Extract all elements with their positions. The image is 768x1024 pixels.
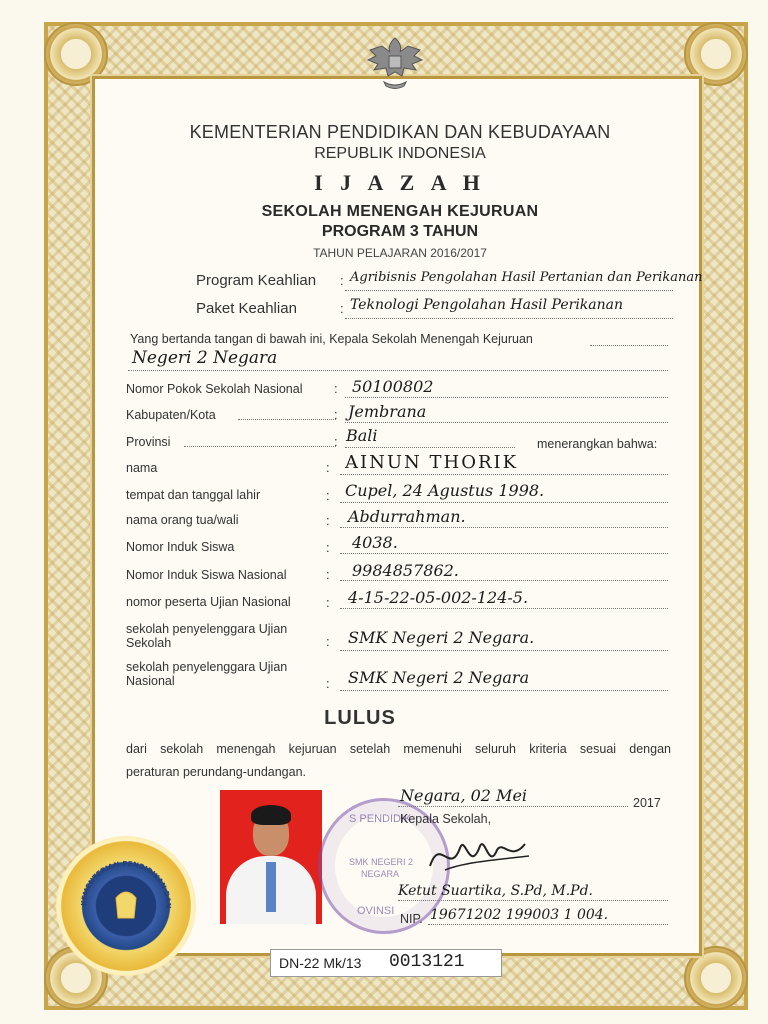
school-name-value: Negeri 2 Negara: [132, 348, 278, 368]
colon: :: [326, 488, 330, 503]
nisn-label: Nomor Induk Siswa Nasional: [126, 568, 287, 582]
colon: :: [326, 513, 330, 528]
colon: :: [326, 634, 330, 649]
ujian-sekolah-value: SMK Negeri 2 Negara.: [348, 628, 535, 647]
colon: :: [334, 407, 338, 422]
dotted-line: [345, 422, 668, 423]
svg-text:KEMENTERIAN PENDIDIKAN DAN KEB: [56, 836, 172, 909]
signature-scribble: [425, 826, 535, 881]
dotted-line: [428, 924, 668, 925]
stamp-text-mid-1: SMK NEGERI 2: [349, 857, 414, 867]
emblem-text: KEMENTERIAN PENDIDIKAN DAN: [79, 859, 173, 909]
stamp-text-top: S PENDIDIK: [349, 813, 412, 825]
graduation-status: LULUS: [324, 707, 396, 729]
result-text-line-1: dari sekolah menengah kejuruan setelah memenuhi seluruh kriteria sesuai dengan: [126, 742, 671, 756]
nama-label: nama: [126, 461, 158, 475]
photo-hair: [251, 805, 291, 825]
intro-text: Yang bertanda tangan di bawah ini, Kepala Sekolah Menengah Kejuruan: [130, 332, 533, 346]
dotted-line: [340, 474, 668, 475]
ujian-sekolah-label: [126, 622, 287, 650]
ujian-nasional-value: SMK Negeri 2 Negara: [348, 668, 530, 687]
nis-value: 4038.: [352, 533, 398, 552]
provinsi-label: Provinsi: [126, 435, 171, 449]
ortu-label: nama orang tua/wali: [126, 513, 239, 527]
dotted-line: [398, 900, 668, 901]
provinsi-value: Bali: [346, 426, 378, 445]
ortu-value: Abdurrahman.: [348, 507, 466, 526]
ministry-emblem-icon: [56, 836, 196, 976]
kabupaten-label: Kabupaten/Kota: [126, 408, 216, 422]
photo-tie: [266, 862, 276, 912]
colon: :: [334, 381, 338, 396]
dotted-line: [340, 650, 668, 651]
dotted-line: [340, 580, 668, 581]
npsn-label: Nomor Pokok Sekolah Nasional: [126, 382, 303, 396]
peserta-label: nomor peserta Ujian Nasional: [126, 595, 291, 609]
school-type-heading: SEKOLAH MENENGAH KEJURUAN: [261, 203, 539, 220]
dotted-line: [345, 290, 673, 291]
ttl-label: tempat dan tanggal lahir: [126, 488, 261, 502]
dotted-line: [340, 553, 668, 554]
colon: :: [326, 567, 330, 582]
signatory-name: Ketut Suartika, S.Pd, M.Pd.: [398, 883, 594, 899]
dotted-line: [184, 446, 336, 447]
colon: :: [326, 460, 330, 475]
npsn-value: 50100802: [352, 377, 434, 396]
program-keahlian-value: Agribisnis Pengolahan Hasil Pertanian dan Perikanan: [350, 270, 703, 285]
dotted-line: [340, 690, 668, 691]
ujian-nasional-label: [126, 660, 287, 688]
signature-title: Kepala Sekolah,: [400, 812, 492, 826]
nama-value: AINUN THORIK: [345, 452, 519, 473]
dotted-line: [340, 502, 668, 503]
serial-number: 0013121: [389, 952, 465, 972]
nip-label: NIP.: [400, 912, 423, 926]
stamp-text-bottom: OVINSI: [357, 905, 395, 917]
serial-number-box: [270, 949, 502, 977]
peserta-value: 4-15-22-05-002-124-5.: [348, 588, 529, 607]
dotted-line: [345, 318, 673, 319]
place-date-value: Negara, 02 Mei: [400, 786, 528, 805]
ujian-sekolah-label-line-2: Sekolah: [126, 636, 172, 650]
stamp-text-mid-2: NEGARA: [361, 869, 400, 879]
dotted-line: [340, 608, 668, 609]
ujian-nasional-label-line-2: Nasional: [126, 674, 175, 688]
nip-value: 19671202 199003 1 004.: [430, 907, 609, 923]
ujian-nasional-label-line-1: sekolah penyelenggara Ujian: [126, 660, 288, 674]
program-keahlian-label: Program Keahlian: [196, 272, 317, 289]
result-text-line-2: peraturan perundang-undangan.: [126, 765, 307, 779]
academic-year: TAHUN PELAJARAN 2016/2017: [313, 246, 487, 260]
document-title: I J A Z A H: [314, 170, 486, 195]
menerangkan-text: menerangkan bahwa:: [537, 437, 658, 451]
signature-year: 2017: [633, 796, 661, 810]
colon: :: [326, 540, 330, 555]
ministry-heading: KEMENTERIAN PENDIDIKAN DAN KEBUDAYAAN: [189, 122, 611, 142]
colon: :: [340, 273, 344, 288]
nisn-value: 9984857862.: [352, 561, 459, 580]
serial-code: DN-22 Mk/13: [279, 955, 362, 971]
dotted-line: [345, 397, 668, 398]
dotted-line: [238, 419, 336, 420]
dotted-line: [345, 447, 515, 448]
republic-heading: REPUBLIK INDONESIA: [314, 145, 486, 162]
program-length-heading: PROGRAM 3 TAHUN: [321, 223, 479, 240]
dotted-line: [340, 527, 668, 528]
student-photo: [220, 790, 322, 924]
ujian-sekolah-label-line-1: sekolah penyelenggara Ujian: [126, 622, 288, 636]
colon: :: [340, 301, 344, 316]
dotted-line: [590, 345, 668, 346]
dotted-line: [128, 370, 668, 371]
paket-keahlian-value: Teknologi Pengolahan Hasil Perikanan: [350, 297, 623, 313]
colon: :: [334, 434, 338, 449]
colon: :: [326, 676, 330, 691]
paket-keahlian-label: Paket Keahlian: [196, 300, 297, 317]
colon: :: [326, 595, 330, 610]
garuda-crest-icon: [360, 28, 430, 98]
kabupaten-value: Jembrana: [348, 402, 427, 421]
ttl-value: Cupel, 24 Agustus 1998.: [345, 481, 545, 500]
dotted-line: [398, 806, 628, 807]
nis-label: Nomor Induk Siswa: [126, 540, 235, 554]
